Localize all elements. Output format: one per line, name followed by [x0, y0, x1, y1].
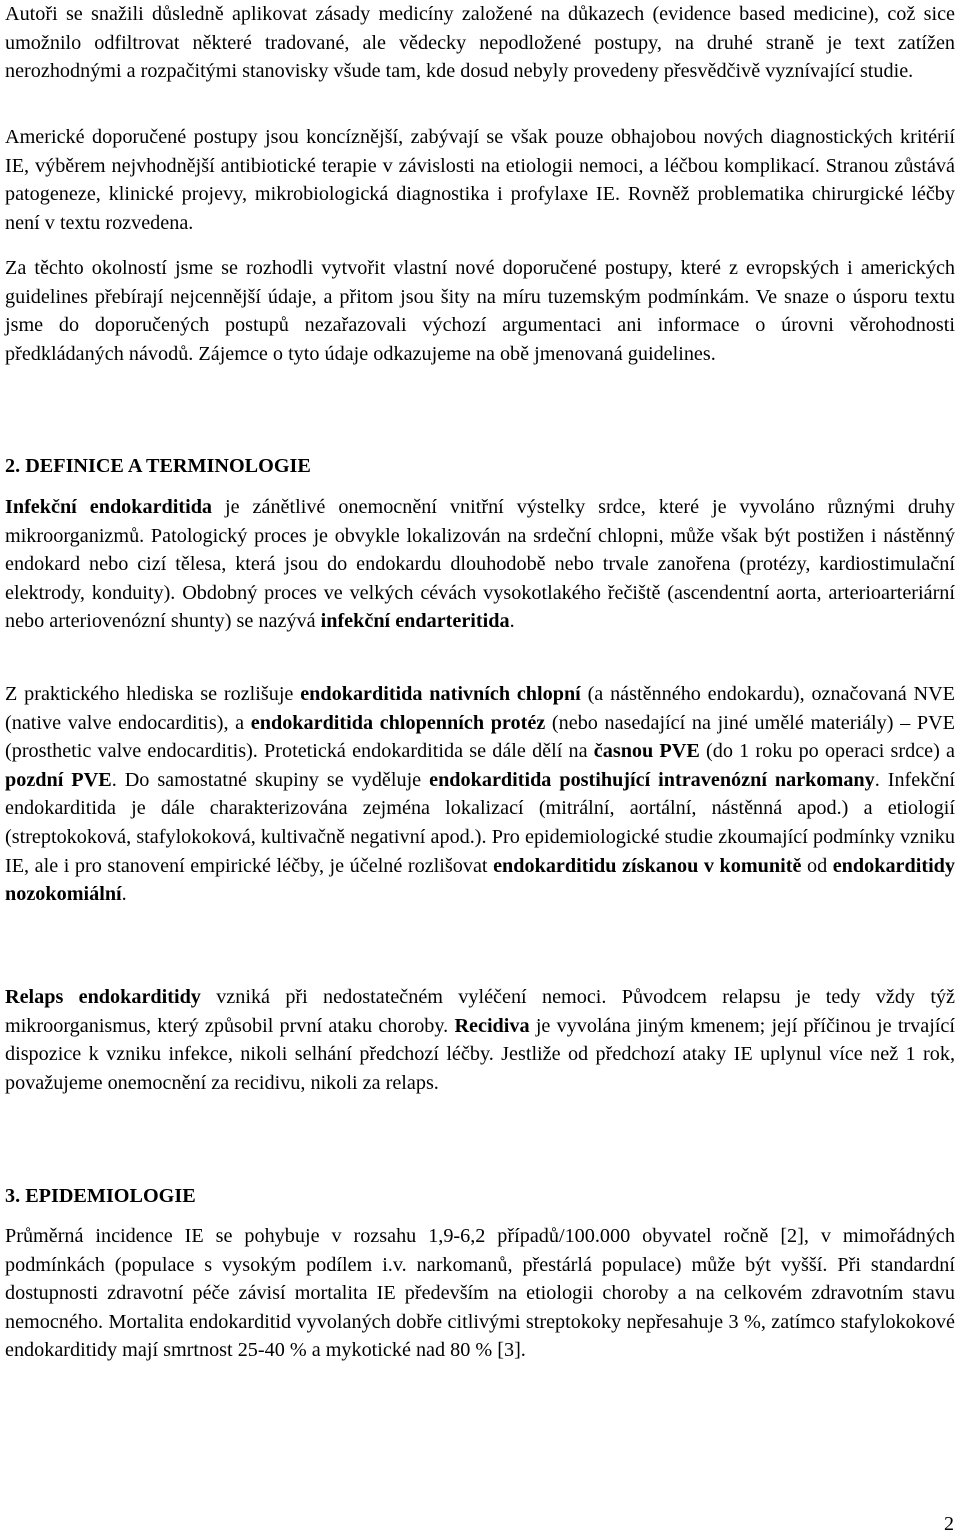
classification-text: Z praktického hlediska se rozlišuje	[5, 683, 301, 705]
relapse-text: vzniká při nedostatečném vyléčení nemoci. Původcem relapsu je tedy vždy týž mikroorganismus, který způsobil první ataku choroby.	[5, 986, 955, 1037]
paragraph-american-guidelines: Americké doporučené postupy jsou koncíznější, zabývají se však pouze obhajobou nových diagnostických kritérií IE, výběrem nejvhodnější antibiotické terapie v závislosti na etiologii nemoci, a léčbou komplikací. Stranou zůstává patogeneze, klinické projevy, mikrobiologická diagnostika i profylaxe IE. Rovněž problematika chirurgické léčby není v textu rozvedena.	[5, 126, 955, 234]
section-heading-epidemiology: 3. EPIDEMIOLOGIE	[5, 1185, 196, 1207]
classification-text: (nebo nasedající na jiné umělé materiály) – PVE (prosthetic valve endocarditis). Protetická endokarditida se dále dělí na	[5, 711, 956, 763]
definition-text: je zánětlivé onemocnění vnitřní výstelky srdce, které je vyvoláno různými druhy mikroorganizmů. Patologický proces je obvykle lokalizován na srdeční chlopni, může však být postižen i nástěnný endokard nebo cizí tělesa, která jsou do endokardu dlouhodobě nebo trvale zanořena (protézy, kardiostimulační elektrody, konduity). Obdobný proces ve velkých cévách vysokotlakého řečiště (ascendentní aorta, arterioarteriární nebo arteriovenózní shunty) se nazývá	[5, 496, 955, 633]
paragraph-classification	[5, 680, 955, 909]
term-community-acquired: endokarditidu získanou v komunitě	[493, 854, 802, 877]
term-pve: endokarditida chlopenních protéz	[250, 711, 546, 734]
classification-text: (do 1 roku po operaci srdce) a	[699, 740, 956, 763]
paragraph-evidence-based: Autoři se snažili důsledně aplikovat zásady medicíny založené na důkazech (evidence based medicine), což sice umožnilo odfiltrovat některé tradované, ale vědecky nepodložené postupy, na druhé straně je text zatížen nerozhodnými a rozpačitými stanovisky všude tam, kde dosud nebyly provedeny přesvědčivě vyznívající studie.	[5, 3, 955, 83]
paragraph-definition-ie	[5, 493, 955, 636]
definition-text-end: .	[509, 610, 515, 633]
classification-text: . Do samostatné skupiny se vyděluje	[111, 768, 430, 791]
term-ivdu-endocarditis: endokarditida postihující intravenózní narkomany	[429, 768, 875, 791]
paragraph-relapse-recurrence	[5, 983, 955, 1097]
recurrence-text: je vyvolána jiným kmenem; její příčinou je trvající dispozice k vzniku infekce, nikoli selhání předchozí léčby. Jestliže od předchozí ataky IE uplynul více než 1 rok, považujeme onemocnění za recidivu, nikoli za relaps.	[5, 1014, 955, 1094]
paragraph-own-guidelines: Za těchto okolností jsme se rozhodli vytvořit vlastní nové doporučené postupy, které z evropských i amerických guidelines přebírají nejcennější údaje, a přitom jsou šity na míru tuzemským podmínkám. Ve snaze o úsporu textu jsme do doporučených postupů nezařazovali výchozí argumentaci ani informace o úrovni věrohodnosti předkládaných návodů. Zájemce o tyto údaje odkazujeme na obě jmenovaná guidelines.	[5, 257, 955, 365]
page-number: 2	[944, 1513, 954, 1535]
term-early-pve: časnou PVE	[593, 740, 700, 763]
paragraph-epidemiology: Průměrná incidence IE se pohybuje v rozsahu 1,9-6,2 případů/100.000 obyvatel ročně [2], v mimořádných podmínkách (populace s vysokým podílem i.v. narkomanů, přestárlá populace) může být vyšší. Při standardní dostupnosti zdravotní péče závisí mortalita IE především na etiologii choroby a na celkovém zdravotním stavu nemocného. Mortalita endokarditid vyvolaných dobře citlivými streptokoky nepřesahuje 3 %, zatímco stafylokokové endokarditidy mají smrtnost 25-40 % a mykotické nad 80 % [3].	[5, 1225, 955, 1362]
term-relapse: Relaps endokarditidy	[5, 986, 201, 1008]
classification-text-end: .	[121, 883, 127, 906]
section-heading-definitions: 2. DEFINICE A TERMINOLOGIE	[5, 455, 311, 477]
term-nosocomial: endokarditidy nozokomiální	[5, 854, 955, 906]
classification-text: . Infekční endokarditida je dále charakterizována zejména lokalizací (mitrální, aortální, nástěnná apod.) a etiologií (streptokoková, stafylokoková, kultivačně negativní apod.). Pro epidemiologické studie zkoumající podmínky vzniku IE, ale i pro stanovení empirické léčby, je účelné rozlišovat	[5, 768, 955, 877]
term-recurrence: Recidiva	[454, 1014, 530, 1037]
classification-text: (a nástěnného endokardu), označovaná NVE (native valve endocarditis), a	[5, 683, 955, 734]
term-infective-endocarditis: Infekční endokarditida	[5, 496, 213, 518]
classification-text: od	[801, 854, 833, 877]
term-infective-endarteritis: infekční endarteritida	[320, 610, 510, 633]
term-nve: endokarditida nativních chlopní	[300, 683, 581, 705]
term-late-pve: pozdní PVE	[5, 768, 112, 791]
